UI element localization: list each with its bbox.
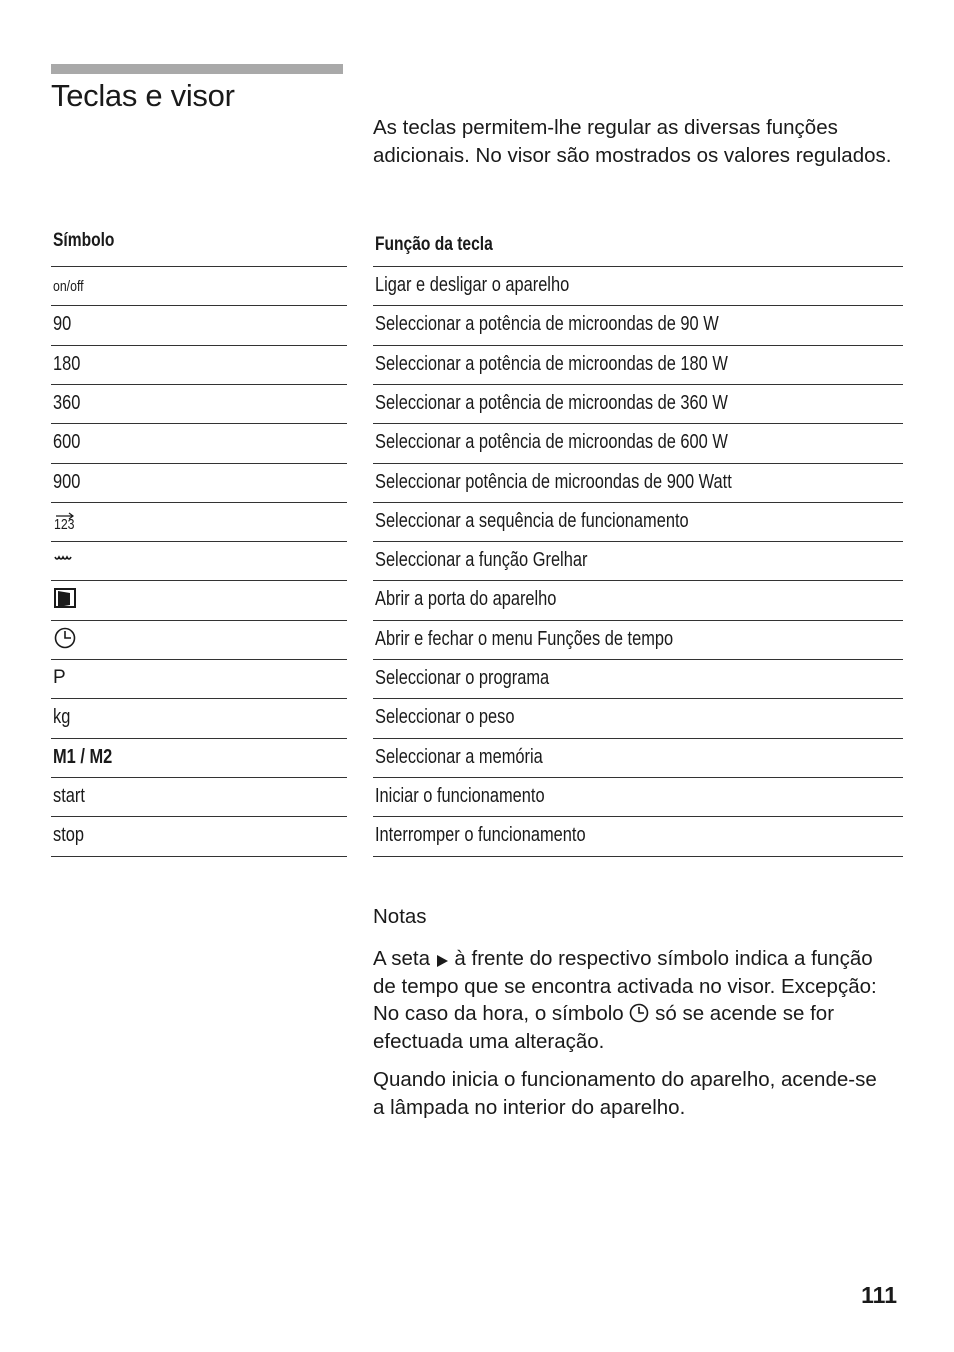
table-cell-symbol: on/off: [53, 278, 84, 295]
table-rule: [373, 777, 903, 778]
table-rule: [373, 345, 903, 346]
table-cell-symbol: stop: [53, 824, 85, 847]
table-rule: [51, 580, 347, 581]
table-cell-function: Interromper o funcionamento: [375, 824, 586, 847]
table-rule: [373, 856, 903, 857]
table-rule: [373, 423, 903, 424]
notes-text: A seta: [373, 947, 430, 970]
table-cell-function: Iniciar o funcionamento: [375, 784, 545, 807]
door-open-icon: [54, 588, 76, 613]
table-rule: [373, 541, 903, 542]
table-cell-function: Seleccionar a potência de microondas de 360 W: [375, 391, 728, 414]
table-rule: [373, 816, 903, 817]
table-cell-function: Ligar e desligar o aparelho: [375, 274, 570, 296]
clock-icon: [629, 1003, 649, 1023]
table-rule: [373, 384, 903, 385]
arrow-right-icon: [436, 954, 449, 968]
table-cell-symbol: start: [53, 784, 85, 807]
table-cell-function: Seleccionar o peso: [375, 706, 515, 729]
table-rule: [373, 620, 903, 621]
table-header-function: Função da tecla: [375, 234, 493, 255]
page-number: 111: [861, 1282, 897, 1308]
table-cell-function: Seleccionar a potência de microondas de 90 W: [375, 313, 719, 336]
table-rule: [373, 305, 903, 306]
table-rule: [51, 423, 347, 424]
notes-paragraph-1: [373, 945, 893, 1055]
table-cell-function: Abrir e fechar o menu Funções de tempo: [375, 627, 674, 650]
table-rule: [51, 816, 347, 817]
table-cell-function: Seleccionar a função Grelhar: [375, 549, 588, 572]
table-rule: [51, 502, 347, 503]
table-rule: [51, 659, 347, 660]
table-cell-function: Seleccionar a potência de microondas de 600 W: [375, 431, 728, 454]
table-cell-symbol: 600: [53, 431, 81, 454]
table-rule: [373, 659, 903, 660]
notes-paragraph-2: Quando inicia o funcionamento do aparelho, acende-se a lâmpada no interior do aparelho.: [373, 1068, 877, 1119]
table-rule: [51, 777, 347, 778]
table-cell-function: Seleccionar a potência de microondas de 180 W: [375, 352, 728, 375]
table-rule: [51, 856, 347, 857]
table-header-symbol: Símbolo: [53, 230, 115, 251]
table-rule: [51, 305, 347, 306]
table-rule: [51, 463, 347, 464]
table-cell-function: Abrir a porta do aparelho: [375, 588, 557, 611]
table-rule: [51, 698, 347, 699]
table-cell-function: Seleccionar a memória: [375, 745, 543, 768]
table-rule: [373, 463, 903, 464]
table-cell-function: Seleccionar potência de microondas de 900 Watt: [375, 470, 732, 493]
table-cell-symbol: M1 / M2: [53, 745, 113, 768]
table-cell-symbol: 900: [53, 470, 81, 493]
table-rule: [51, 738, 347, 739]
table-rule: [51, 541, 347, 542]
clock-icon: [54, 627, 76, 654]
table-rule: [373, 266, 903, 267]
grill-icon: [54, 550, 72, 568]
table-rule: [373, 698, 903, 699]
table-rule: [373, 502, 903, 503]
notes-title: Notas: [373, 905, 427, 928]
table-cell-symbol: 360: [53, 391, 81, 414]
table-rule: [51, 620, 347, 621]
page-title: Teclas e visor: [51, 78, 235, 113]
table-cell-symbol: kg: [53, 706, 71, 729]
intro-paragraph: As teclas permitem-lhe regular as diversas funções adicionais. No visor são mostrados os valores regulados.: [373, 116, 892, 167]
table-cell-symbol: P: [53, 667, 66, 688]
table-cell-symbol: 180: [53, 352, 81, 375]
table-rule: [373, 738, 903, 739]
title-accent-bar: [51, 64, 343, 74]
table-rule: [51, 266, 347, 267]
table-rule: [373, 580, 903, 581]
table-cell-function: Seleccionar a sequência de funcionamento: [375, 509, 689, 532]
table-rule: [51, 384, 347, 385]
table-cell-symbol: 90: [53, 313, 72, 336]
notes-text: à frente do respectivo símbolo indica a função de tempo que se encontra activada no visor. Excepção: No caso da hora, o símbolo: [373, 947, 877, 1025]
table-cell-symbol: 123: [54, 515, 75, 533]
table-rule: [51, 345, 347, 346]
table-cell-function: Seleccionar o programa: [375, 667, 550, 689]
notes-text: só se acende se for efectuada uma alteração.: [373, 1002, 835, 1053]
